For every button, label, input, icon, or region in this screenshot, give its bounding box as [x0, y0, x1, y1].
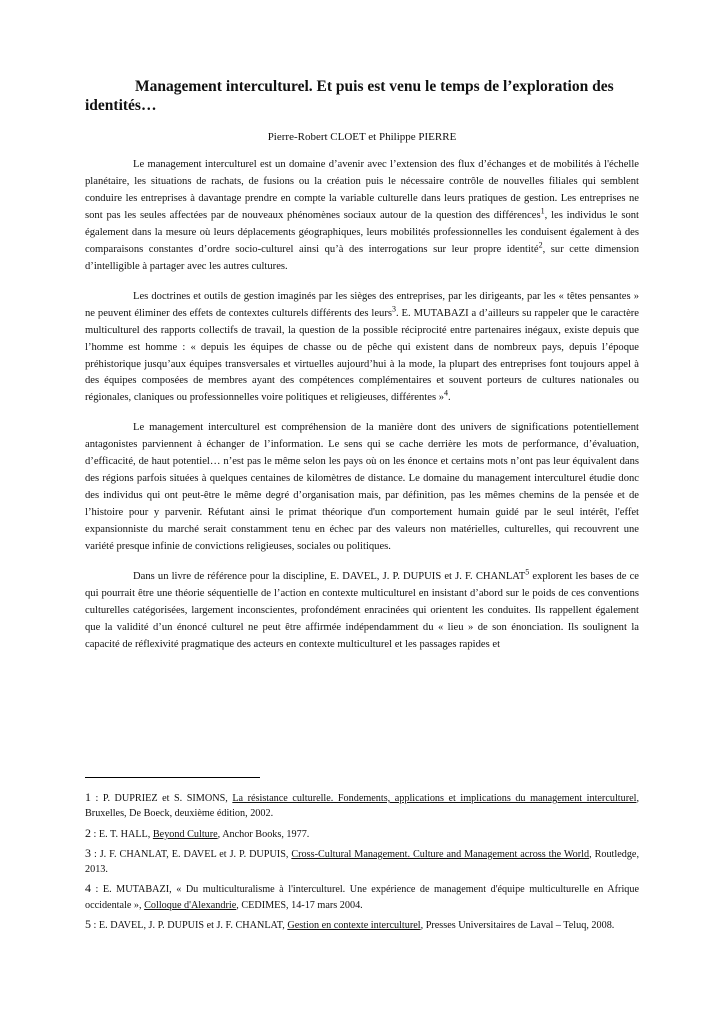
paragraph-4: Dans un livre de référence pour la discipline, E. DAVEL, J. P. DUPUIS et J. F. CHANLAT$^5$ explorent les bases de ce qui pourrait être une théorie séquentielle de l’action en contexte multiculturel en insistant d’abord sur le poids de ces conventions culturelles catégorisées, largement inconscientes, profondément enracinées qui orientent les conduites. Ils rappellent également que la validité d’un énoncé culturel ne peut être affirmée indépendamment du « lieu » de son énonciation. Ils soulignent la capacité de réflexivité pragmatique des acteurs en contexte multiculturel et les passages rapides et	[85, 567, 639, 650]
footnote-3-title: Cross-Cultural Management. Culture and Management across the World	[291, 848, 590, 860]
footnote-ref-1[interactable]: 1	[540, 206, 545, 216]
document-title: Management interculturel. Et puis est venu le temps de l’exploration des identités…	[85, 78, 614, 114]
footnote-5-title: Gestion en contexte interculturel	[287, 920, 421, 932]
footnote-2-title: Beyond Culture	[152, 828, 218, 840]
footnote-2: 2 : E. T. HALL, Beyond Culture, Anchor Books, 1977.	[85, 825, 310, 840]
footnote-1-title: La résistance culturelle. Fondements, applications et implications du management interculturel	[232, 793, 637, 804]
footnote-4: 4 : E. MUTABAZI, « Du multiculturalisme à l'interculturel. Une expérience de management d'équipe multiculturelle en Afrique occidentale », Colloque d'Alexandrie, CEDIMES, 14-17 mars 2004.	[85, 881, 639, 911]
footnotes-section	[85, 788, 639, 935]
paragraph-2: Les doctrines et outils de gestion imaginés par les sièges des entreprises, par les dirigeants, par les « têtes pensantes » ne peuvent éliminer des effets de contextes culturels différents des leurs$^3$. E. MUTABAZI a d’ailleurs su rappeler que le caractère multiculturel des rapports collectifs de travail, la question de la possible réciprocité entre partenaires inégaux, existe depuis que l’homme est homme : « depuis les équipes de chasse ou de pêche qui existent dans de nombreux pays, depuis l’époque préhistorique jusqu’aux équipes transversales et virtuelles aujourd’hui à la mode, la plupart des entreprises font toujours appel à des équipes composées de membres ayant des compétences complémentaires et souvent porteurs de cultures nationales ou régionales, claniques ou professionnelles voire politiques et religieuses, différentes »$^4$.	[85, 290, 640, 404]
footnote-ref-4[interactable]: 4	[444, 388, 449, 398]
footnote-separator	[85, 777, 260, 778]
footnote-1: 1 : P. DUPRIEZ et S. SIMONS, La résistance culturelle. Fondements, applications et implications du management interculturel, Bruxelles, De Boeck, deuxième édition, 2002.	[85, 790, 639, 820]
paragraph-3: Le management interculturel est compréhension de la manière dont des univers de significations potentiellement antagonistes parviennent à échanger de l’information. Le sens qui se cache derrière les mots de performance, d’évaluation, d’efficacité, de haut potentiel… n’est pas le même selon les pays où on les énonce et certains mots n’ont pas leur équivalent dans des régions parfois situées à quelques centaines de kilomètres de distance. Le domaine du management interculturel étudie donc des individus qui ont peut-être le même degré d’organisation mais, par définition, pas les mêmes chemins de la pensée et de l’histoire pour y parvenir. Réfutant ainsi le primat théorique d'un comportement humain guidé par le seul intérêt, l'effet expansionniste du marché serait constamment tenu en échec par des valeurs non matérielles, culturelles, qui recouvrent une variété presque infinie de convictions religieuses, sociales ou politiques.	[85, 422, 639, 552]
document-body	[85, 78, 639, 667]
footnote-ref-2[interactable]: 2	[538, 240, 543, 250]
footnote-ref-5[interactable]: 5	[525, 567, 530, 577]
footnote-5: 5 : E. DAVEL, J. P. DUPUIS et J. F. CHANLAT, Gestion en contexte interculturel, Presses Universitaires de Laval – Teluq, 2008.	[85, 917, 615, 932]
footnote-ref-3[interactable]: 3	[392, 304, 396, 314]
footnote-4-title: Colloque d'Alexandrie	[144, 899, 237, 911]
paragraph-1: Le management interculturel est un domaine d’avenir avec l’extension des flux d’échanges et de mobilités à l'échelle planétaire, les situations de rachats, de fusions ou la création puis le nécessaire contrôle de nouvelles filiales qui semblent conduire les entreprises à davantage prendre en compte la variable culturelle dans leurs pratiques de gestion. Les entreprises ne sont pas les seules affectées par de nouveaux phénomènes sociaux autour de la question des différences$^1$, les individus le sont également dans la mesure où leurs déplacements géographiques, leurs mobilités professionnelles les conduisent également à des comparaisons constantes d’ordre socio-culturel ainsi qu’à des interrogations sur leur propre identité$^2$, sur cette dimension d’intelligible à partager avec les autres cultures.	[85, 159, 639, 272]
footnote-3: 3 : J. F. CHANLAT, E. DAVEL et J. P. DUPUIS, Cross-Cultural Management. Culture and Management across the World, Routledge, 2013.	[85, 845, 639, 876]
authors-line: Pierre-Robert CLOET et Philippe PIERRE	[267, 131, 457, 144]
